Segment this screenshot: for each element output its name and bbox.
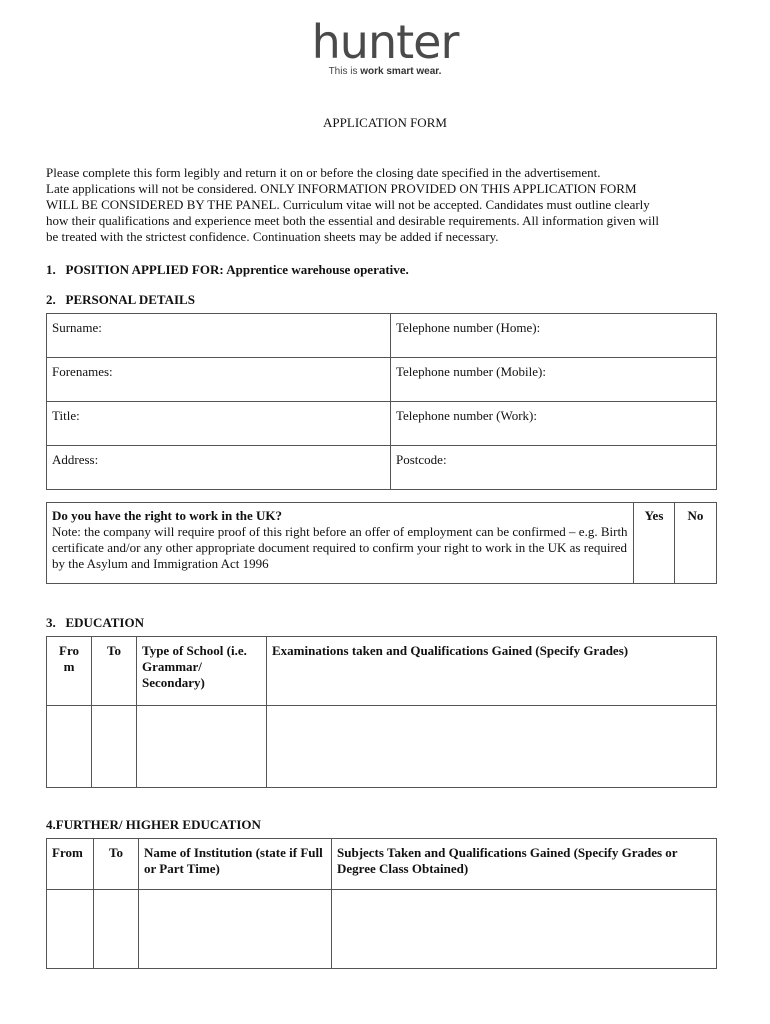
table-header-row — [47, 637, 717, 706]
personal-details-table — [46, 313, 717, 490]
further-institution-header: Name of Institution (state if Full or Part Time) — [139, 839, 332, 890]
logo-wordmark: hunter — [311, 15, 459, 69]
surname-field[interactable]: Surname: — [47, 314, 391, 358]
company-logo — [0, 14, 770, 77]
education-exams-header: Examinations taken and Qualifications Gained (Specify Grades) — [267, 637, 717, 706]
section-further-education: 4.FURTHER/ HIGHER EDUCATION — [46, 817, 261, 832]
further-to-header: To — [94, 839, 139, 890]
postcode-field[interactable]: Postcode: — [391, 446, 717, 490]
section-education: 3. EDUCATION — [46, 615, 144, 630]
address-field[interactable]: Address: — [47, 446, 391, 490]
telephone-home-field[interactable]: Telephone number (Home): — [391, 314, 717, 358]
rtw-no-option[interactable]: No — [675, 503, 717, 584]
section-personal-details: 2. PERSONAL DETAILS — [46, 292, 195, 307]
further-from-cell[interactable] — [47, 890, 94, 969]
further-subjects-header: Subjects Taken and Qualifications Gained (Specify Grades or Degree Class Obtained) — [332, 839, 717, 890]
form-title: APPLICATION FORM — [323, 115, 447, 130]
forenames-field[interactable]: Forenames: — [47, 358, 391, 402]
rtw-question-text: Do you have the right to work in the UK? — [52, 508, 283, 523]
table-row — [47, 706, 717, 788]
further-education-table — [46, 838, 717, 969]
table-row — [47, 503, 717, 584]
intro-line: how their qualifications and experience meet both the essential and desirable requirements. All information given will — [46, 213, 659, 228]
title-field[interactable]: Title: — [47, 402, 391, 446]
education-to-header: To — [92, 637, 137, 706]
table-row — [47, 890, 717, 969]
tagline-bold: work smart wear. — [360, 66, 442, 77]
table-row — [47, 314, 717, 358]
intro-line: be treated with the strictest confidence. Continuation sheets may be added if necessary. — [46, 229, 499, 244]
rtw-yes-option[interactable]: Yes — [634, 503, 675, 584]
further-to-cell[interactable] — [94, 890, 139, 969]
intro-line: WILL BE CONSIDERED BY THE PANEL. Curriculum vitae will not be accepted. Candidates must outline clearly — [46, 197, 650, 212]
education-school-header: Type of School (i.e. Grammar/ Secondary) — [137, 637, 267, 706]
education-school-cell[interactable] — [137, 706, 267, 788]
further-subjects-cell[interactable] — [332, 890, 717, 969]
table-header-row — [47, 839, 717, 890]
rtw-note-text: Note: the company will require proof of this right before an offer of employment can be confirmed – e.g. Birth certificate and/or any other appropriate document required to confirm your right to work in the UK as required by the Asylum and Immigration Act 1996 — [52, 524, 628, 571]
further-from-header: From — [47, 839, 94, 890]
education-table — [46, 636, 717, 788]
education-to-cell[interactable] — [92, 706, 137, 788]
table-row — [47, 446, 717, 490]
right-to-work-table — [46, 502, 717, 584]
telephone-mobile-field[interactable]: Telephone number (Mobile): — [391, 358, 717, 402]
education-exams-cell[interactable] — [267, 706, 717, 788]
education-from-header: Fro m — [47, 637, 92, 706]
intro-line: Late applications will not be considered. ONLY INFORMATION PROVIDED ON THIS APPLICATION FORM — [46, 181, 637, 196]
section-position-applied: 1. POSITION APPLIED FOR: Apprentice warehouse operative. — [46, 262, 409, 277]
further-institution-cell[interactable] — [139, 890, 332, 969]
education-from-cell[interactable] — [47, 706, 92, 788]
logo-tagline — [0, 66, 770, 77]
right-to-work-question — [47, 503, 634, 584]
telephone-work-field[interactable]: Telephone number (Work): — [391, 402, 717, 446]
table-row — [47, 402, 717, 446]
intro-line: Please complete this form legibly and return it on or before the closing date specified in the advertisement. — [46, 165, 601, 180]
intro-paragraph — [46, 165, 726, 245]
table-row — [47, 358, 717, 402]
tagline-prefix: This is — [328, 66, 361, 77]
